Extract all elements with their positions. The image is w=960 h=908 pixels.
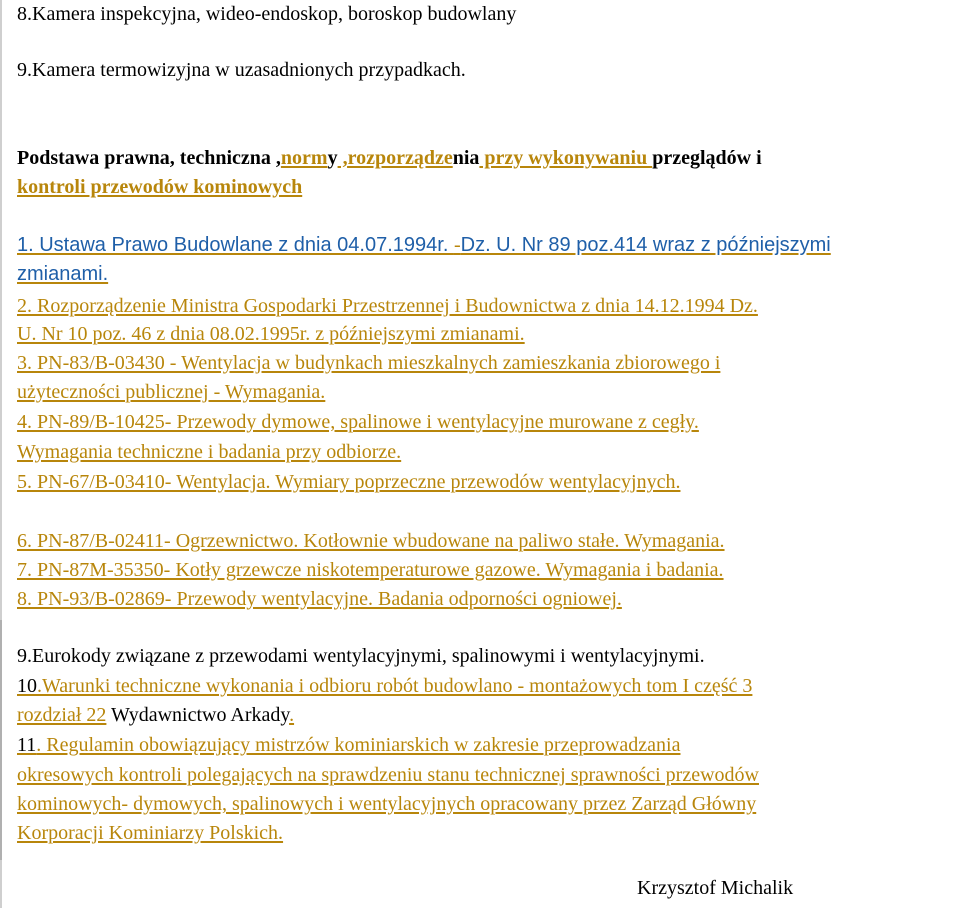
heading-text: Podstawa prawna, techniczna ,: [17, 147, 281, 169]
heading-nia: nia: [452, 147, 480, 169]
link-regulamin-4[interactable]: Korporacji Kominiarzy Polskich.: [17, 822, 284, 844]
link-dz-u-89[interactable]: Dz. U. Nr 89 poz.414 wraz z późniejszymi: [460, 234, 831, 256]
list-item-2: [17, 294, 758, 318]
link-warunki-techniczne[interactable]: .Warunki techniczne wykonania i odbioru robót budowlano - montażowych tom I część 3: [37, 675, 753, 697]
link-pn-87-m[interactable]: 7. PN-87M-35350- Kotły grzewcze niskotemperaturowe gazowe. Wymagania i badania.: [17, 559, 724, 581]
extra-item-10-cont: [17, 703, 294, 727]
link-rozdzial-22[interactable]: rozdział 22: [17, 704, 107, 726]
extra-item-11-line-2: [17, 763, 759, 787]
eurokody-text: 9.Eurokody związane z przewodami wentylacyjnymi, spalinowymi i wentylacyjnymi.: [17, 645, 705, 667]
signature: [637, 876, 793, 900]
link-rozporzadzenie-cont[interactable]: U. Nr 10 poz. 46 z dnia 08.02.1995r. z późniejszymi zmianami.: [17, 323, 525, 345]
link-regulamin-2[interactable]: okresowych kontroli polegających na sprawdzeniu stanu technicznej sprawności przewodów: [17, 764, 759, 786]
link-normy[interactable]: norm: [280, 147, 328, 169]
wydawnictwo-text: Wydawnictwo Arkady: [106, 704, 290, 726]
heading-y: y: [327, 147, 338, 169]
intro-item-8: 8.Kamera inspekcyjna, wideo-endoskop, boroskop budowlany: [17, 3, 517, 25]
link-pn-93[interactable]: 8. PN-93/B-02869- Przewody wentylacyjne. Badania odporności ogniowej.: [17, 588, 622, 610]
list-item-7: [17, 558, 724, 582]
list-item-2-cont: [17, 322, 525, 346]
link-pn-67[interactable]: 5. PN-67/B-03410- Wentylacja. Wymiary poprzeczne przewodów wentylacyjnych.: [17, 471, 681, 493]
link-regulamin-3[interactable]: kominowych- dymowych, spalinowych i wentylacyjnych opracowany przez Zarząd Główny: [17, 793, 757, 815]
list-item-3-cont: [17, 380, 325, 404]
link-arkady-tail[interactable]: .: [289, 704, 295, 726]
link-kontroli-przewodow[interactable]: kontroli przewodów kominowych: [17, 176, 303, 198]
list-item-8: [17, 587, 622, 611]
link-rozporzadzenie-ministra[interactable]: 2. Rozporządzenie Ministra Gospodarki Przestrzennej i Budownictwa z dnia 14.12.1994 Dz.: [17, 295, 758, 317]
extra-item-11-line-3: [17, 792, 756, 816]
link-separator[interactable]: ,: [337, 147, 348, 169]
intro-item-9: 9.Kamera termowizyjna w uzasadnionych przypadkach.: [17, 59, 466, 81]
link-dash[interactable]: -: [453, 234, 461, 256]
link-pn-89[interactable]: 4. PN-89/B-10425- Przewody dymowe, spalinowe i wentylacyjne murowane z cegły.: [17, 411, 699, 433]
list-item-5: [17, 470, 680, 494]
list-item-1: [17, 233, 831, 257]
list-item-4: [17, 410, 699, 434]
extra-item-9: [17, 644, 705, 668]
item-11-number: 11: [17, 734, 37, 756]
link-ustawa[interactable]: 1. Ustawa Prawo Budowlane z dnia 04.07.1994r.: [17, 234, 454, 256]
link-pn-89-cont[interactable]: Wymagania techniczne i badania przy odbiorze.: [17, 441, 402, 463]
extra-item-10: [17, 674, 752, 698]
list-item-6: [17, 529, 725, 553]
list-item-3: [17, 351, 720, 375]
signature-name: Krzysztof Michalik: [637, 877, 794, 899]
link-pn-87-b[interactable]: 6. PN-87/B-02411- Ogrzewnictwo. Kotłownie wbudowane na paliwo stałe. Wymagania.: [17, 530, 725, 552]
link-zmianami[interactable]: zmianami.: [17, 263, 109, 285]
left-border-dark: [0, 620, 2, 860]
item-10-number: 10: [17, 675, 37, 697]
extra-item-11: [17, 733, 680, 757]
link-pn-83-cont[interactable]: użyteczności publicznej - Wymagania.: [17, 381, 326, 403]
link-przy-wykonywaniu[interactable]: przy wykonywaniu: [479, 147, 653, 169]
list-item-1-cont: [17, 262, 108, 286]
heading-przegladow: przeglądów i: [652, 147, 762, 169]
list-item-4-cont: [17, 440, 401, 464]
link-pn-83[interactable]: 3. PN-83/B-03430 - Wentylacja w budynkach mieszkalnych zamieszkania zbiorowego i: [17, 352, 721, 374]
heading-line-2: [17, 175, 302, 199]
extra-item-11-line-4: [17, 821, 283, 845]
link-rozporzadzenia[interactable]: rozporządze: [347, 147, 453, 169]
heading-line-1: [17, 146, 762, 170]
link-regulamin[interactable]: . Regulamin obowiązujący mistrzów kominiarskich w zakresie przeprowadzania: [36, 734, 681, 756]
